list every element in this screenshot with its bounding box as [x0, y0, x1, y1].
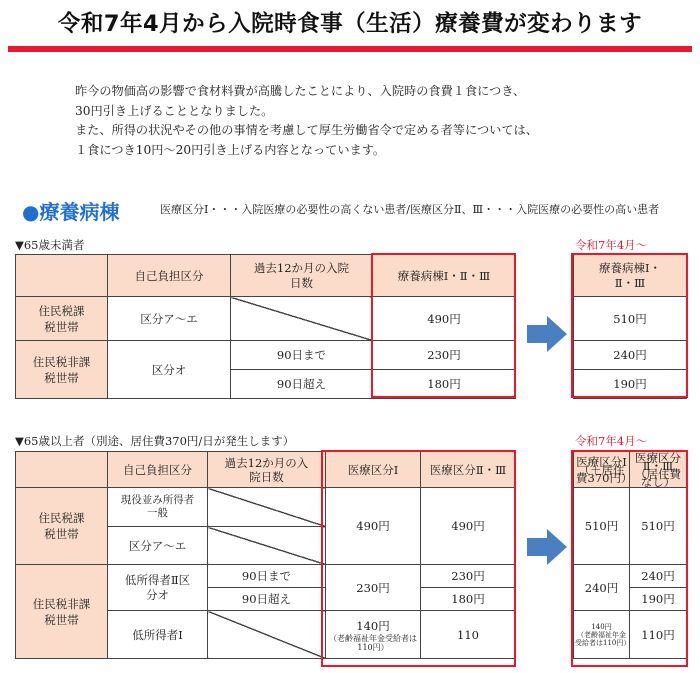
- cell-low2-med1: 230円: [326, 565, 421, 611]
- intro-paragraph: [75, 82, 675, 160]
- new-low1-med1-value: 140円: [591, 622, 612, 631]
- new-low1-med23: 110円: [630, 611, 687, 659]
- cell-low2: 低所得者Ⅱ区分オ: [108, 565, 208, 611]
- new-low1-med1-cell: [574, 611, 630, 659]
- table1-new: [573, 254, 687, 399]
- cell-diagonal: [208, 527, 326, 565]
- cell-kubun-a-e: 区分ア～エ: [108, 527, 208, 565]
- cell-days-upto: 90日まで: [208, 565, 326, 588]
- header-blank: [16, 255, 108, 297]
- section-title: ●療養病棟: [22, 200, 120, 224]
- cell-taxed-burden: 区分ア～エ: [108, 297, 231, 341]
- cell-low2-over-med23: 180円: [421, 588, 516, 611]
- low1-med1-value: 140円: [356, 618, 390, 633]
- row-taxed-group: 住民税課税世帯: [16, 297, 108, 341]
- table1-current: [15, 254, 516, 399]
- page-title: 令和7年4月から入院時食事（生活）療養費が変わります: [57, 11, 643, 37]
- cell-diagonal: [231, 297, 373, 341]
- cell-low2-upto-med23: 230円: [421, 565, 516, 588]
- cell-low1: 低所得者Ⅰ: [108, 611, 208, 659]
- new-upto-cost: 240円: [574, 341, 687, 370]
- table2-new: [573, 451, 687, 659]
- cell-taxed-med1: 490円: [326, 488, 421, 565]
- header-days: 過去12か月の入院日数: [231, 255, 373, 297]
- arrow-right-icon: [527, 316, 567, 352]
- table2-new-label: 令和7年4月～: [575, 434, 648, 448]
- header-med23: 医療区分Ⅱ・Ⅲ: [421, 452, 516, 488]
- header-blank: [16, 452, 108, 488]
- new-low1-med1-note: （老齢福祉年金受給者は110円）: [575, 630, 631, 647]
- intro-line: 昨今の物価高の影響で食材料費が高騰したことにより、入院時の食費１食につき、: [75, 84, 526, 98]
- new-taxed-med23: 510円: [630, 488, 687, 565]
- cell-over-cost: 180円: [373, 370, 516, 399]
- row-nontaxed-group: 住民税非課税世帯: [16, 565, 108, 659]
- new-header-med23: 医療区分Ⅱ・Ⅲ（居住費なし）: [630, 452, 687, 488]
- header-med1: 医療区分Ⅰ: [326, 452, 421, 488]
- table1-caption: ▼65歳未満者: [15, 238, 85, 252]
- cell-days-upto: 90日まで: [231, 341, 373, 370]
- cell-taxed-cost: 490円: [373, 297, 516, 341]
- new-header-ward: 療養病棟Ⅰ・Ⅱ・Ⅲ: [574, 255, 687, 297]
- row-nontaxed-group: 住民税非課税世帯: [16, 341, 108, 399]
- new-over-cost: 190円: [574, 370, 687, 399]
- new-low2-over-med23: 190円: [630, 588, 687, 611]
- new-header-med1: 医療区分Ⅰ（＋居住費370円）: [574, 452, 630, 488]
- arrow-right-icon: [527, 529, 567, 565]
- section-note: 医療区分Ⅰ・・・入院医療の必要性の高くない患者/医療区分Ⅱ、Ⅲ・・・入院医療の必要性の高い患者: [160, 203, 660, 216]
- table2-current: [15, 451, 516, 659]
- cell-genekinami: 現役並み所得者一般: [108, 488, 208, 527]
- intro-line: 30円引き上げることとなりました。: [75, 103, 274, 118]
- new-taxed-cost: 510円: [574, 297, 687, 341]
- table2-caption: ▼65歳以上者（別途、居住費370円/日が発生します）: [15, 434, 295, 448]
- low1-med1-note: （老齢福祉年金受給者は110円）: [329, 633, 417, 652]
- header-burden: 自己負担区分: [108, 452, 208, 488]
- new-low2-upto-med23: 240円: [630, 565, 687, 588]
- new-low2-med1: 240円: [574, 565, 630, 611]
- cell-days-over: 90日超え: [208, 588, 326, 611]
- cell-low1-med23: 110: [421, 611, 516, 659]
- cell-days-over: 90日超え: [231, 370, 373, 399]
- cell-diagonal: [208, 611, 326, 659]
- title-underline: [8, 46, 692, 52]
- intro-line: また、所得の状況やその他の事情を考慮して厚生労働省令で定める者等については、: [75, 123, 538, 137]
- row-taxed-group: 住民税課税世帯: [16, 488, 108, 565]
- intro-line: １食につき10円～20円引き上げる内容となっています。: [75, 142, 386, 157]
- cell-diagonal: [208, 488, 326, 527]
- cell-upto-cost: 230円: [373, 341, 516, 370]
- cell-nontaxed-burden: 区分オ: [108, 341, 231, 399]
- new-taxed-med1: 510円: [574, 488, 630, 565]
- header-ward: 療養病棟Ⅰ・Ⅱ・Ⅲ: [373, 255, 516, 297]
- cell-taxed-med23: 490円: [421, 488, 516, 565]
- table1-new-label: 令和7年4月～: [575, 238, 648, 252]
- header-days: 過去12か月の入院日数: [208, 452, 326, 488]
- header-burden: 自己負担区分: [108, 255, 231, 297]
- cell-low1-med1: [326, 611, 421, 659]
